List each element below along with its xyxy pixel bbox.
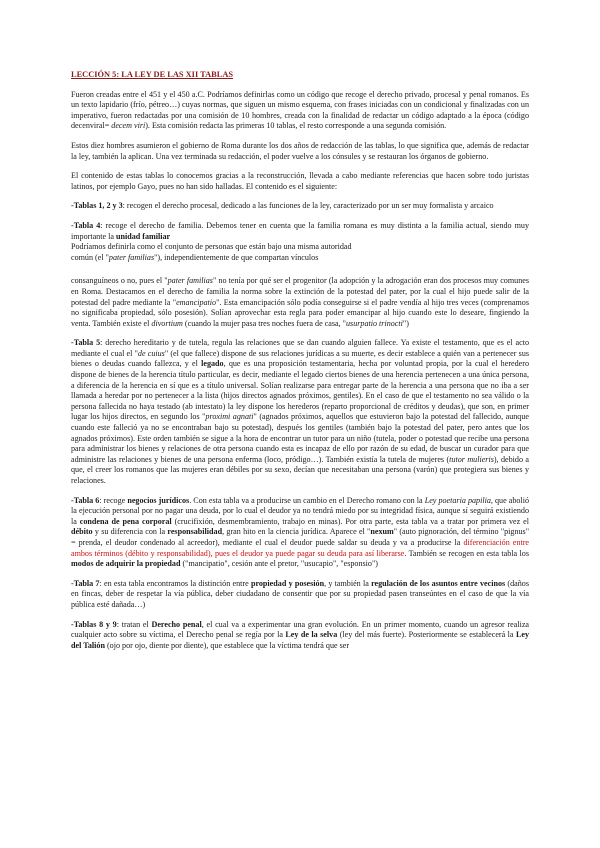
tabla-4-label: -Tabla 4 [71, 220, 101, 230]
tabla-6-text-e: y su diferencia con la [92, 527, 168, 537]
tabla-5-text-b: " (el que fallece) dispone de sus relaciones jurídicas a su muerte, es decir establece a quién van a pertenecer sus bienes o deudas cuando fallezca, y el [71, 348, 530, 369]
tabla-4-bold: unidad familiar [115, 231, 171, 241]
section-tabla-6 [71, 496, 529, 570]
paragraph-intro [71, 90, 529, 132]
tabla-4-text: : recoge el derecho de familia. Debemos tener en cuenta que la familia romana es muy distinta a la familia actual, siendo muy importante la [71, 220, 529, 241]
tabla-6-text-a: : recoge [99, 495, 128, 505]
tabla-7-text-b: , y también la [324, 578, 372, 588]
spacer [71, 263, 529, 276]
tabla-4-line3a: común (el " [71, 252, 109, 262]
tablas-8-9-text-b: , el cual va a experimentar una gran evolución. En un primer momento, cuando un agresor realiza cualquier acto sobre su víctima, el Derecho penal se regía por la [71, 619, 530, 640]
tabla-6-text-h: . También se recogen en esta tabla los [404, 548, 529, 558]
tabla-6-text-b: . Con esta tabla va a producirse un cambio en el Derecho romano con la [189, 495, 425, 505]
family-italic-1: pater familias [167, 276, 213, 286]
tabla-6-text-i: ("mancipatio", cesión ante el pretor, "usucapio", "esponsio") [180, 559, 378, 569]
tablas-1-3-label: -Tablas 1, 2 y 3 [71, 201, 123, 211]
section-tablas-8-9 [71, 620, 529, 652]
family-text-d: (cuando la mujer pasa tres noches fuera de casa, " [182, 318, 346, 328]
tabla-7-bold-1: propiedad y posesión [250, 578, 325, 588]
tabla-4-line3-italic: pater familias [108, 252, 155, 262]
intro-text: Fueron creadas entre el 451 y el 450 a.C. Podríamos definirlas como un código que recoge el derecho privado, procesal y penal romanos. Es un texto lapidario (frío, pétreo…) cuyas normas, que siguen un mismo esquema, con frases iniciadas con un condicional y finalizadas con un imperativo, fueron redactadas por una comisión de 10 hombres, creada con la finalidad de redactar un código adaptado a la época (código decenviral= [71, 89, 529, 131]
tablas-8-9-text-c: (ley del más fuerte). Posteriormente se establecerá la [337, 630, 516, 640]
intro-end: ). Esta comisión redacta las primeras 10 tablas, el resto corresponde a una segunda comisión. [145, 121, 447, 131]
tabla-5-italic-2: proximi agnati [205, 412, 254, 422]
family-text-b: " no tenía por qué ser el progenitor (la adopción y la adrogación eran dos procesos muy comunes en Roma. Destacamos en el derecho de familia la norma sobre la extinción de la potestad del pater, por la cual el hijo puede salir de la potestad del padre mediante la " [71, 276, 529, 307]
section-tabla-7 [71, 579, 529, 611]
tabla-6-bold-1: negocios jurídicos [127, 495, 190, 505]
tabla-5-italic-1: de cuius [137, 348, 165, 358]
tabla-6-italic-1: Ley poetaria papilia [424, 495, 491, 505]
section-tablas-1-3 [71, 201, 529, 212]
family-text-a: consanguíneos o no, pues el " [71, 276, 168, 286]
tablas-1-3-text: : recogen el derecho procesal, dedicado a las funciones de la ley, caracterizado por un ser muy formalista y arcaico [122, 201, 494, 211]
tabla-5-text-d: " (agnados próximos, aquellos que estuvieron bajo la potestad del fallecido, aunque cuando este falleció ya no se encontraban bajo su potestad), después los gentiles (también bajo la potestad del pater, pero antes que los agnados próximos). Este orden también se sigue a la hora de encontrar un tutor para un niño (tutela, poder o potestad que recibe una persona para administrar los bienes y relaciones de otra persona cuando esta es incapaz de ello por razón de su edad, de buscar un curador para que administre las relaciones y bienes de una persona enferma (loco, pródigo…). También existía la tutela de mujeres ( [71, 412, 529, 464]
tablas-8-9-bold-1: Derecho penal [151, 619, 202, 629]
tabla-7-bold-2: regulación de los asuntos entre vecinos [371, 578, 506, 588]
tablas-8-9-bold-2: Ley de la selva [285, 630, 338, 640]
tabla-6-bold-5: nexum [370, 527, 394, 537]
family-italic-3: divortium [151, 318, 183, 328]
tabla-5-italic-3: tutor mulieris [449, 454, 494, 464]
paragraph-government: Estos diez hombres asumieron el gobierno de Roma durante los dos años de redacción de las tablas, lo que significa que, además de redactar la ley, también la aplican. Una vez terminada su redacción, el poder vuelve a los cónsules y se restauran los órganos de gobierno. [71, 140, 529, 161]
tabla-5-text-c: , que es una proposición testamentaria, hecha por voluntad propia, por la cual el heredero dispone de bienes de la herencia título particular, es decir, mediante el legado ciertos bienes de una herencia pertenecen a una única persona, a diferencia de la herencia en sí que es a título universal. Solían realizarse para entregar parte de la herencia a una persona que no iba a ser llamada a heredar por no pertenecer a la lista (hijos directos agnados próximos, gentiles). En el caso de que el testamento no sea válido o la persona fallecida no haya testado (ab intestato) la ley dispone los herederos (reparto proporcional de créditos y deudas), que son, en primer lugar los hijos directos, en segundo los " [71, 359, 529, 422]
tabla-7-text-a: : en esta tabla encontramos la distinción entre [99, 578, 251, 588]
tabla-7-label: -Tabla 7 [71, 578, 100, 588]
tabla-6-text-g: " (auto pignoración, del término "pignus" = prenda, el deudor condenado al acreedor), mediante el cual el deudor puede saldar su deuda y va a producirse la [71, 527, 530, 547]
tabla-6-text-d: (crucifixión, desmembramiento, trabajo en minas). Por otra parte, esta tabla va a tratar por primera vez el [171, 516, 529, 526]
tabla-6-bold-6: modos de adquirir la propiedad [71, 559, 181, 569]
tabla-6-label: -Tabla 6 [71, 495, 100, 505]
tabla-4-line3b: "), independientemente de que compartan vínculos [154, 252, 319, 262]
tablas-8-9-bold-3: Ley del Talión [71, 630, 529, 650]
tablas-8-9-text-a: : tratan el [116, 619, 152, 629]
tablas-8-9-label: -Tablas 8 y 9 [71, 619, 117, 629]
section-tabla-4 [71, 221, 529, 263]
tabla-6-red-text: diferenciación entre ambos términos (débito y responsabilidad), pues el deudor ya puede pagar su deuda para así liberarse [71, 537, 529, 558]
intro-italic: decem viri [111, 121, 146, 131]
section-tabla-5 [71, 338, 529, 486]
tabla-6-bold-4: responsabilidad [167, 527, 223, 537]
tabla-4-line2: Podríamos definirla como el conjunto de personas que están bajo una misma autoridad [71, 242, 352, 252]
family-italic-4: usurpatio trinocti [346, 318, 403, 328]
lesson-title: LECCIÓN 5: LA LEY DE LAS XII TABLAS [71, 70, 234, 79]
tabla-5-text-e: ), debido a que, el creer los romanos que las mujeres eran débiles por su sexo, decían que necesitaban una persona (varón) que protegiera sus bienes y relaciones. [71, 454, 530, 485]
document-page [71, 70, 529, 660]
paragraph-content: El contenido de estas tablas lo conocemos gracias a la reconstrucción, llevada a cabo mediante referencias que hacen sobre todo juristas latinos, por ejemplo Gayo, pues no han sido halladas. El contenido es el siguiente: [71, 171, 529, 191]
family-text-e: ") [402, 318, 409, 328]
tabla-6-text-c: , que abolió la ejecución personal por no pagar una deuda, por lo cual el deudor ya no tendrá miedo por su integridad física, aunque sí seguirá existiendo la [71, 495, 530, 526]
tabla-6-text-f: , gran hito en la ciencia jurídica. Aparece el " [222, 527, 371, 537]
tabla-5-text-a: : derecho hereditario y de tutela, regula las relaciones que se dan cuando alguien fallece. Ya existe el testamento, que es el acto mediante el cual el " [71, 338, 530, 358]
tablas-8-9-text-d: (ojo por ojo, diente por diente), que establece que la víctima tendrá que ser [104, 640, 350, 650]
tabla-5-label: -Tabla 5 [71, 338, 101, 348]
tabla-6-bold-2: condena de pena corporal [79, 516, 172, 526]
paragraph-family [71, 276, 529, 329]
family-italic-2: emancipatio [176, 297, 217, 307]
family-text-c: ". Esta emancipación sólo podía conseguirse si el padre vendía al hijo tres veces (comprenamos no significaba propiedad, sólo posesión). Solían aprovechar esta regla para poder emancipar al hijo cuando este lo deseare, fingiendo la venta. También existe el [71, 297, 529, 328]
tabla-6-bold-3: débito [71, 527, 93, 537]
tabla-7-text-c: (daños en fincas, deber de respetar la vía pública, deber ciudadano de consentir que por su propiedad pasen transeúntes en el caso de que la vía pública esté dañada…) [71, 578, 530, 609]
tabla-5-bold: legado [201, 359, 224, 369]
